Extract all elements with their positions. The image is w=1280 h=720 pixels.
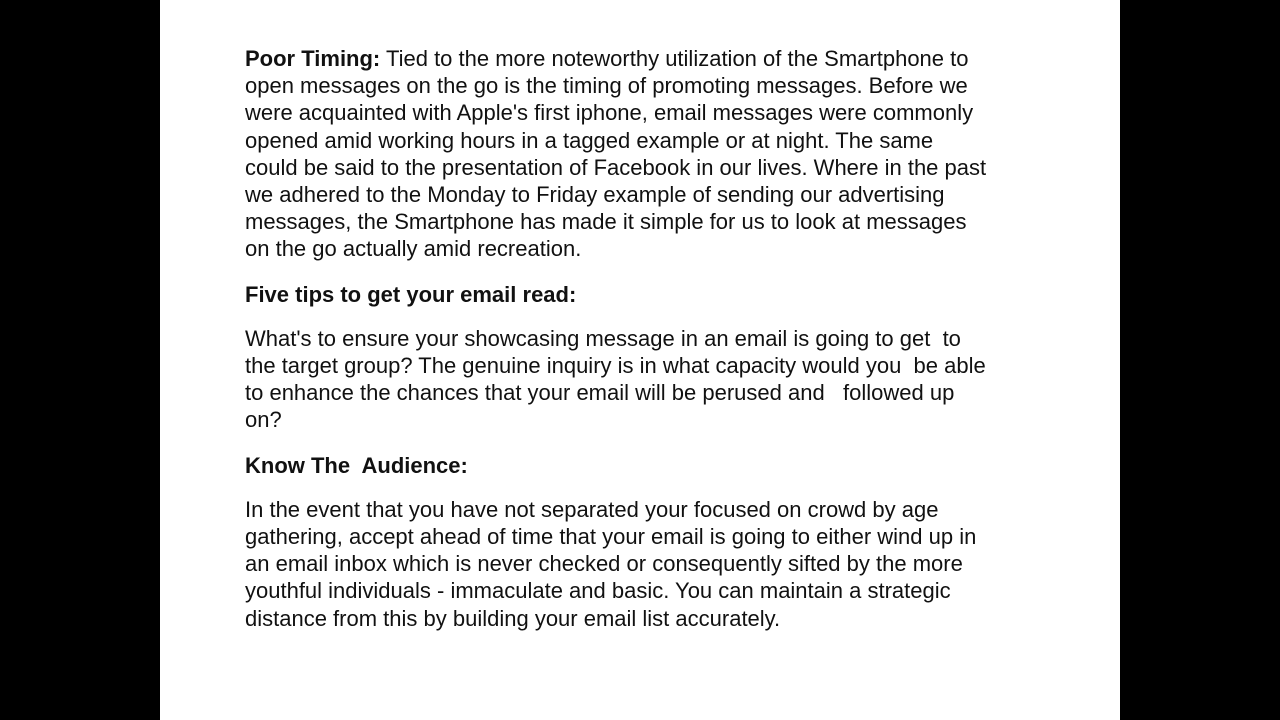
paragraph-line: distance from this by building your email list accurately. (245, 605, 781, 631)
paragraph-line: messages, the Smartphone has made it simple for us to look at messages (245, 209, 967, 235)
paragraph-line: on? (245, 407, 282, 433)
paragraph-line: In the event that you have not separated your focused on crowd by age (245, 496, 939, 522)
paragraph-line: were acquainted with Apple's first iphone, email messages were commonly (245, 100, 974, 126)
five-tips-paragraph (245, 325, 1085, 434)
paragraph-line: gathering, accept ahead of time that your email is going to either wind up in (245, 524, 977, 550)
paragraph-line: opened amid working hours in a tagged example or at night. The same (245, 127, 934, 153)
paragraph-line: to enhance the chances that your email will be perused and followed up (245, 380, 955, 406)
document-body (245, 45, 1085, 650)
paragraph-line: an email inbox which is never checked or consequently sifted by the more (245, 551, 963, 577)
know-audience-paragraph (245, 496, 1085, 632)
paragraph-line: open messages on the go is the timing of promoting messages. Before we (245, 73, 968, 99)
paragraph-line: on the go actually amid recreation. (245, 236, 582, 262)
five-tips-heading: Five tips to get your email read: (245, 281, 577, 307)
paragraph-line: the target group? The genuine inquiry is in what capacity would you be able (245, 353, 986, 379)
paragraph-line (245, 45, 1085, 72)
paragraph-line: youthful individuals - immaculate and basic. You can maintain a strategic (245, 578, 951, 604)
know-audience-heading: Know The Audience: (245, 452, 468, 478)
paragraph-line: we adhered to the Monday to Friday example of sending our advertising (245, 182, 945, 208)
paragraph-line: What's to ensure your showcasing message in an email is going to get to (245, 325, 961, 351)
poor-timing-lead: Poor Timing: (245, 46, 381, 71)
document-page (160, 0, 1120, 720)
paragraph-line: could be said to the presentation of Facebook in our lives. Where in the past (245, 154, 987, 180)
paragraph-line-text: Tied to the more noteworthy utilization of the Smartphone to (380, 46, 969, 71)
poor-timing-paragraph (245, 45, 1085, 263)
